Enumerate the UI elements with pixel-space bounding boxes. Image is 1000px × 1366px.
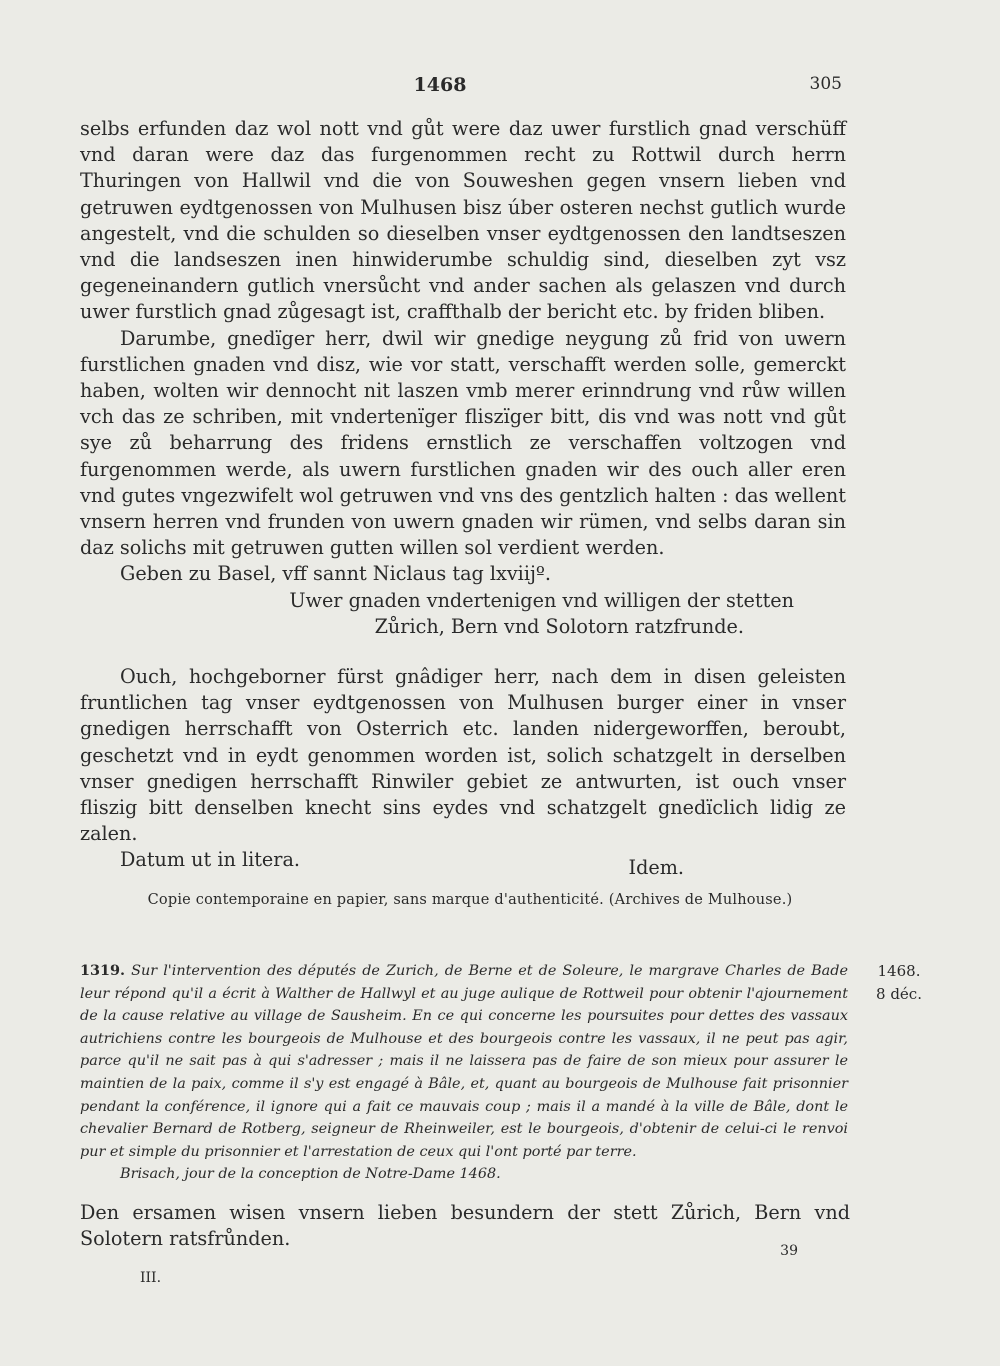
margin-date [864,960,934,1005]
letter-idem: Idem. [628,856,684,880]
spacer [80,640,846,664]
header-year: 1468 [413,74,467,96]
archive-note: Copie contemporaine en papier, sans marque d'authenticité. (Archives de Mulhouse.) [147,892,793,908]
letter-postscript: Ouch, hochgeborner fürst gnâdiger herr, nach dem in disen geleisten fruntlichen tag vnser eydtgenossen von Mulhusen burger einer in vnser gnedigen herrschafft von Osterrich etc. landen nidergeworffen, beroubt, geschetzt vnd in eydt genommen worden ist, solich schatzgelt in derselben vnser gnedigen herrschafft Rinwiler gebiet ze antwurten, ist ouch vnser fliszig bitt denselben knecht sins eydes vnd schatzgelt gnedïclich lidig ze zalen. [80,665,846,846]
address-block [80,1200,850,1259]
volume-mark: III. [140,1270,162,1286]
entry-summary [80,960,848,1163]
letter-paragraph-2: Darumbe, gnedïger herr, dwil wir gnedige neygung zů frid von uwern furstlichen gnaden vnd disz, wie vor statt, verschafft werden solle, gemerckt haben, wolten wir dennocht nit laszen vmb merer erinndrung vnd růw willen vch das ze schriben, mit vndertenïger fliszïger bitt, dis vnd was nott vnd gůt sye zů beharrung des fridens ernstlich ze verschaffen voltzogen vnd furgenommen werde, als uwern furstlichen gnaden wir des ouch aller eren vnd gutes vngezwifelt wol getruwen vnd vns des gentzlich halten : das wellent vnsern herren vnd frunden von uwern gnaden wir rümen, vnd selbs daran sin daz solichs mit getruwen gutten willen sol verdient werden. [80,326,846,560]
signature-line-2: Zůrich, Bern vnd Solotorn ratzfrunde. [374,614,744,638]
entry-summary-block [80,960,848,1186]
sheet-number: 39 [780,1243,798,1259]
letter-text [80,116,846,880]
entry-summary-text: Sur l'intervention des députés de Zurich, de Berne et de Soleure, le margrave Charles de Bade leur répond qu'il a écrit à Walther de Hallwyl et au juge aulique de Rottweil pour obtenir l'ajournement de la cause relative au village de Sausheim. En ce qui concerne les poursuites pour dettes des vassaux autrichiens contre les bourgeois de Mulhouse et des bourgeois contre les vassaux, il ne peut pas agir, parce qu'il ne sait pas à qui s'adresser ; mais il ne laissera pas de faire de son mieux pour assurer le maintien de la paix, comme il s'y est engagé à Bâle, et, quant au bourgeois de Mulhouse fait prisonnier pendant la conférence, il ignore qui a fait ce mauvais coup ; mais il a mandé à la ville de Bâle, dont le chevalier Bernard de Rotberg, seigneur de Rheinweiler, est le bourgeois, d'obtenir de celui-ci le renvoi pur et simple du prisonnier et l'arrestation de ceux qui l'ont porté par terre. [80,963,848,1160]
entry-place-date: Brisach, jour de la conception de Notre-Dame 1468. [120,1166,501,1183]
margin-day: 8 déc. [876,984,922,1003]
letter-datum: Datum ut in litera. [120,848,300,872]
signature-line-1: Uwer gnaden vndertenigen vnd willigen der stetten [289,588,794,612]
page-number: 305 [809,74,842,94]
margin-year: 1468. [877,962,921,980]
entry-number: 1319. [80,962,126,979]
letter-dating: Geben zu Basel, vff sannt Niclaus tag lxviijº. [120,562,552,586]
address-text: Den ersamen wisen vnsern lieben besundern der stett Zůrich, Bern vnd Solotern ratsfrůnden. [80,1201,850,1251]
letter-paragraph-1: selbs erfunden daz wol nott vnd gůt were daz uwer furstlich gnad verschüff vnd daran were daz das furgenommen recht zu Rottwil durch herrn Thuringen von Hallwil vnd die von Souweshen gegen vnsern lieben vnd getruwen eydtgenossen von Mulhusen bisz úber osteren nechst gutlich wurde angestelt, vnd die schulden so dieselben vnser eydtgenossen den landtseszen vnd die landseszen inen hinwiderumbe schuldig sind, dieselben zyt vsz gegeneinandern gutlich vnersůcht vnd ander sachen als gelaszen vnd durch uwer furstlich gnad zůgesagt ist, craffthalb der bericht etc. by friden bliben. [80,117,846,324]
running-head [0,74,1000,104]
datum-row [80,847,846,880]
